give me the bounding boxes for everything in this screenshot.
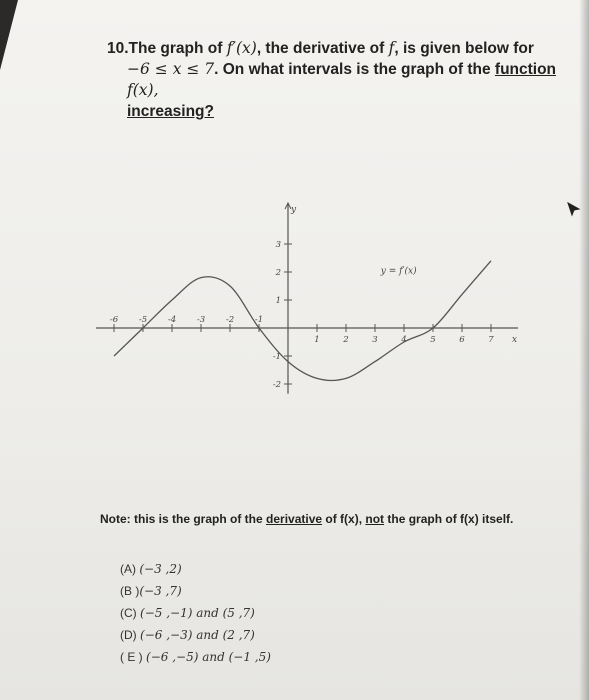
choice-b-value: (−3 ,7) [139,584,182,598]
answer-choices [120,558,271,668]
x-tick-label: -5 [138,315,148,325]
note-of-fx: of f(x), [322,512,366,526]
x-tick-label: 2 [343,335,349,345]
choice-c-value: (−5 ,−1) and (5 ,7) [140,606,255,620]
x-tick-label: 4 [401,335,407,345]
choice-b[interactable] [120,580,271,602]
choice-d-label: (D) [120,628,137,642]
choice-b-label: (B ) [120,584,140,598]
x-tick-label: 6 [459,335,465,345]
fx-symbol: f(x), [127,81,159,99]
note-suffix: the graph of f(x) itself. [384,512,514,526]
question-text [107,38,567,122]
page-edge-shadow [579,0,589,700]
x-tick-label: -4 [167,315,177,325]
y-tick-label: 1 [275,296,281,306]
function-word: function [494,61,557,78]
choice-e[interactable] [120,646,271,668]
choice-c-label: (C) [120,606,137,620]
y-tick-label: -1 [272,352,281,362]
increasing-word: increasing? [127,103,214,120]
x-tick-label: 7 [488,335,494,345]
y-tick-label: -2 [272,380,281,390]
choice-d-value: (−6 ,−3) and (2 ,7) [140,628,255,642]
curve-label: y = f′(x) [380,266,417,277]
x-axis-label: x [512,335,518,345]
choice-a[interactable] [120,558,271,580]
dark-corner [0,0,18,70]
x-tick-label: -1 [254,315,264,325]
derivative-graph [90,190,530,420]
y-tick-label: 2 [275,268,281,278]
choice-a-value: (−3 ,2) [139,562,182,576]
question-prefix: 10.The graph of [107,40,227,57]
domain-inequality: −6 ≤ x ≤ 7 [127,60,215,78]
question-text-c: . On what intervals is the graph of the [214,61,495,78]
ticks [110,240,494,390]
x-tick-label: 3 [372,335,378,345]
not-word: not [365,512,385,526]
choice-c[interactable] [120,602,271,624]
choice-e-value: (−6 ,−5) and (−1 ,5) [146,650,271,664]
question-text-a: , the derivative of [256,40,389,57]
question-text-b: , is given below for [394,40,534,57]
note-text [100,512,570,526]
x-tick-label: 5 [430,335,436,345]
fprime-symbol: f′(x) [226,39,257,57]
choice-d[interactable] [120,624,271,646]
axes [96,203,518,394]
y-axis-label: y [291,205,297,215]
x-tick-label: -6 [109,315,119,325]
derivative-word: derivative [266,512,323,526]
mouse-pointer-icon [567,202,581,218]
x-tick-label: -3 [196,315,206,325]
x-tick-label: -2 [225,315,235,325]
note-prefix: Note: this is the graph of the [100,512,267,526]
choice-e-label: ( E ) [120,650,143,664]
f-symbol: f [388,39,395,57]
choice-a-label: (A) [120,562,136,576]
x-tick-label: 1 [314,335,320,345]
y-tick-label: 3 [275,240,281,250]
